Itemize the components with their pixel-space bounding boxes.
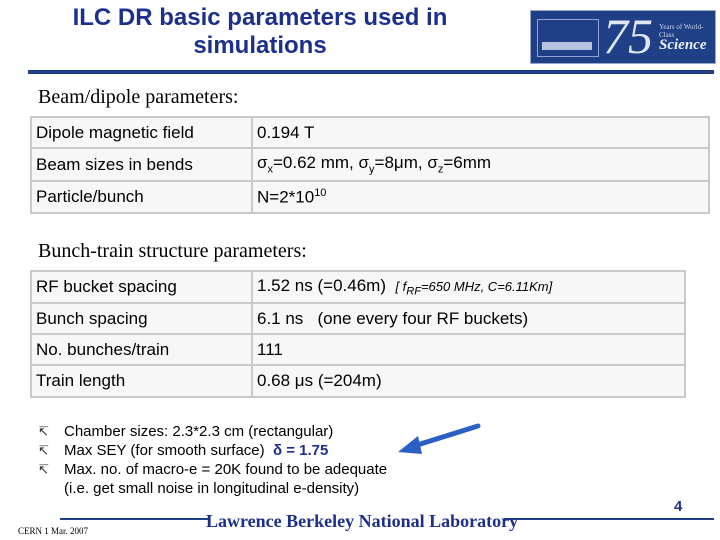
param-label: Particle/bunch (31, 181, 252, 213)
rf-spacing-value: 1.52 ns (=0.46m) (257, 276, 386, 296)
param-value: 0.68 μs (=204m) (252, 365, 685, 397)
list-item (38, 460, 387, 498)
bullet-text: Max SEY (for smooth surface) (64, 442, 265, 459)
bunch-train-table (30, 270, 686, 398)
bullet-icon: ↸ (38, 443, 49, 458)
param-value (252, 181, 709, 213)
sigma-y-value: =8μm, (374, 153, 428, 173)
sigma-z-value: =6mm (443, 153, 492, 173)
param-value: 0.194 T (252, 117, 709, 148)
rf-note-sub: RF (406, 285, 421, 298)
table-row (31, 271, 685, 303)
pointer-arrow-icon (392, 420, 482, 460)
list-item (38, 441, 387, 460)
bullet-icon: ↸ (38, 462, 49, 477)
slide-title (20, 4, 500, 60)
section-beam-heading: Beam/dipole parameters: (38, 86, 239, 108)
param-label: RF bucket spacing (31, 271, 252, 303)
sey-delta-value: δ = 1.75 (272, 442, 329, 459)
footer-divider-left (60, 518, 210, 520)
sigma-z-sub: z (437, 163, 444, 176)
sigma-x-symbol: σ (257, 153, 268, 173)
sigma-x-value: =0.62 mm, (273, 153, 359, 173)
table-row (31, 181, 709, 213)
section-bunch-heading: Bunch-train structure parameters: (38, 240, 307, 262)
footer-date: CERN 1 Mar. 2007 (18, 526, 89, 536)
table-row (31, 148, 709, 181)
table-row (31, 365, 685, 397)
param-label: Bunch spacing (31, 303, 252, 334)
logo-years-text: Years of World-Class (659, 23, 704, 39)
sigma-z-symbol: σ (427, 153, 438, 173)
bullet-text: Max. no. of macro-e = 20K found to be adequate (64, 461, 388, 478)
param-value: 6.1 ns (one every four RF buckets) (252, 303, 685, 334)
particle-count: N=2*10 (257, 187, 315, 207)
param-value: 111 (252, 334, 685, 365)
param-value (252, 271, 685, 303)
title-line-1: ILC DR basic parameters used in (72, 4, 448, 31)
param-label: Dipole magnetic field (31, 117, 252, 148)
bullet-icon: ↸ (38, 424, 49, 439)
param-value (252, 148, 709, 181)
param-label: Beam sizes in bends (31, 148, 252, 181)
sigma-y-symbol: σ (358, 153, 370, 173)
bullet-text: Chamber sizes: 2.3*2.3 cm (rectangular) (64, 423, 334, 440)
footer-divider-right (504, 518, 714, 520)
logo-science-text: Science (659, 37, 707, 53)
lbnl-logo-text: Lawrence Berkeley National Laboratory (206, 511, 519, 531)
rf-frequency-note (395, 279, 553, 298)
title-line-2: simulations (193, 32, 327, 59)
bullet-text-continued: (i.e. get small noise in longitudinal e-density) (64, 480, 360, 497)
lab-building-icon (537, 19, 599, 57)
science-75-logo (530, 10, 716, 64)
rf-note-suffix: =650 MHz, C=6.11Km] (420, 279, 553, 295)
page-number: 4 (674, 498, 683, 515)
table-row (31, 303, 685, 334)
sigma-x-sub: x (267, 163, 273, 176)
header-divider (28, 70, 714, 74)
list-item (38, 422, 387, 441)
table-row (31, 334, 685, 365)
notes-list (38, 422, 387, 498)
param-label: No. bunches/train (31, 334, 252, 365)
logo-number: 75 (603, 8, 653, 64)
particle-exponent: 10 (314, 186, 327, 199)
sigma-y-sub: y (369, 163, 375, 176)
table-row (31, 117, 709, 148)
beam-parameters-table (30, 116, 710, 214)
param-label: Train length (31, 365, 252, 397)
rf-note-prefix: [ f (395, 279, 407, 295)
